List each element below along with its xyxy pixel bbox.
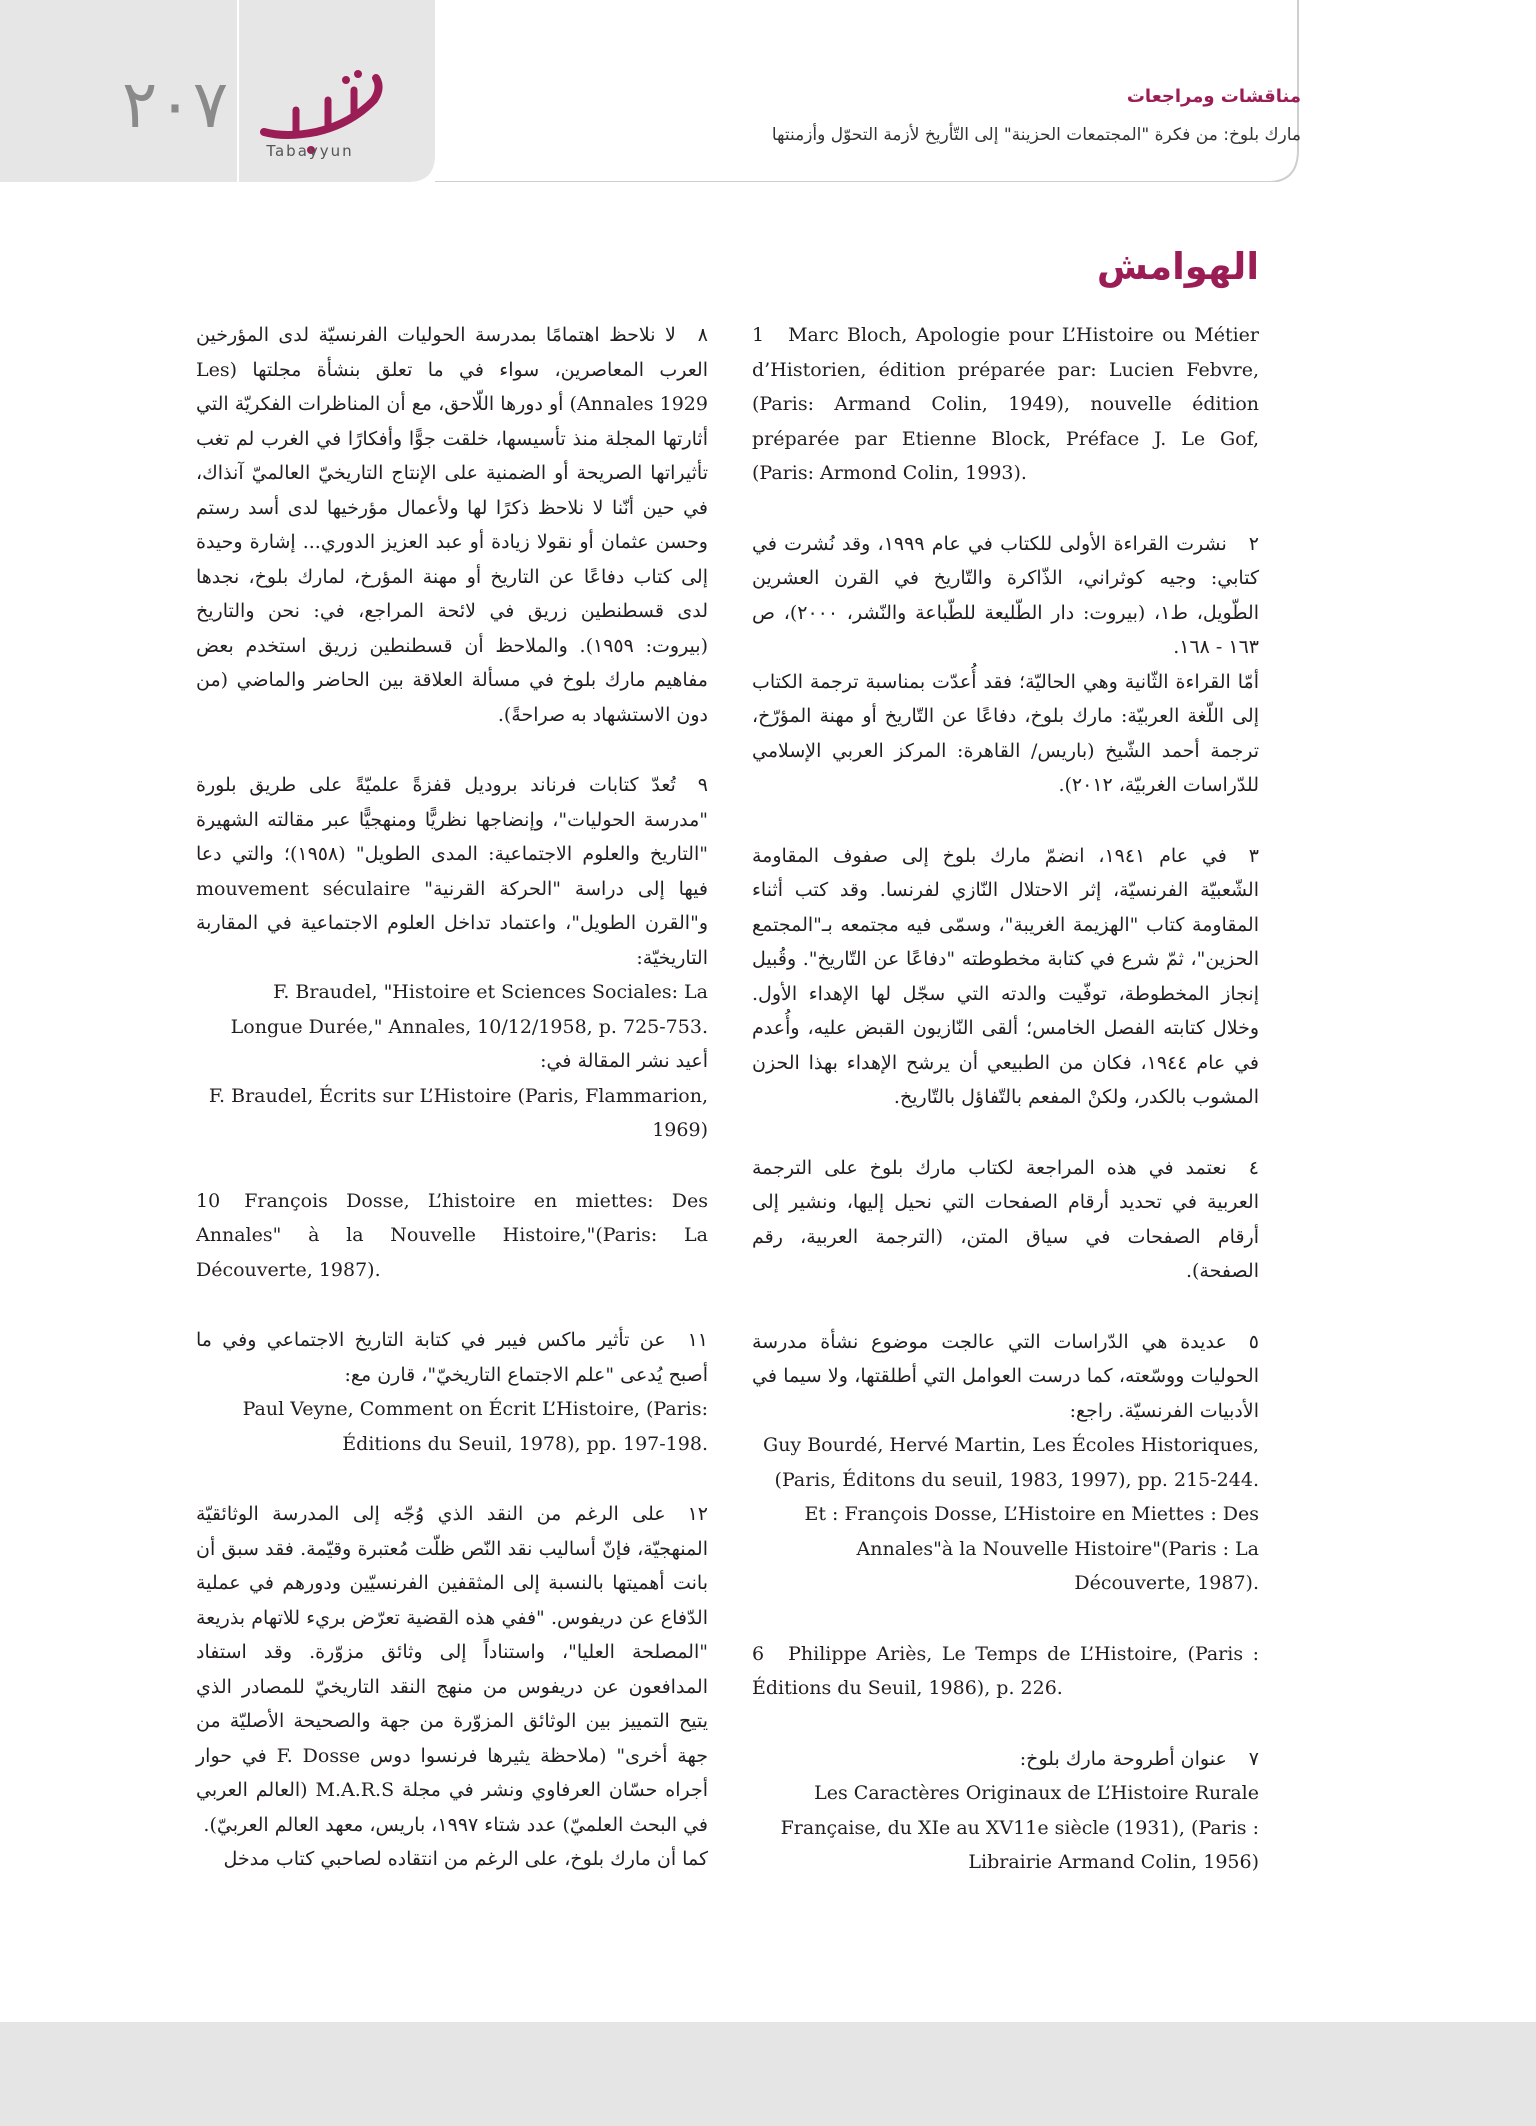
footnote-reference: Les Caractères Originaux de L’Histoire Rurale Française, du XIe au XV11e siècle (1931), (Paris : Librairie Armand Colin, 1956) — [780, 1782, 1259, 1873]
footnote-text: عن تأثير ماكس فيبر في كتابة التاريخ الاجتماعي وفي ما أصبح يُدعى "علم الاجتماع التاريخيّ"، قارن مع: — [196, 1329, 708, 1386]
running-article-title: مارك بلوخ: من فكرة "المجتمعات الحزينة" إلى التّأريخ لأزمة التحوّل وأزمنتها — [771, 125, 1301, 145]
footnote-number: 6 — [752, 1642, 765, 1665]
footnote-5 — [752, 1325, 1259, 1601]
footnote-3 — [752, 839, 1259, 1115]
footnote-6 — [752, 1637, 1259, 1706]
footnote-4 — [752, 1151, 1259, 1289]
footnote-8 — [196, 318, 708, 732]
footnote-number: 10 — [196, 1189, 221, 1212]
footnote-number: ١١ — [687, 1329, 708, 1351]
footnote-12 — [196, 1497, 708, 1877]
footnote-11 — [196, 1323, 708, 1461]
footnote-reference: F. Braudel, Écrits sur L’Histoire (Paris, Flammarion, 1969) — [208, 1084, 708, 1141]
footnote-10 — [196, 1184, 708, 1288]
notes-left-column — [196, 318, 708, 1913]
footnote-text: عنوان أطروحة مارك بلوخ: — [1019, 1747, 1227, 1770]
footnote-text: Marc Bloch, Apologie pour L’Histoire ou Métier d’Historien, édition préparée par: Lucien Febvre, (Paris: Armand Colin, 1949), nouvelle édition préparée par Etienne Block, Préface J. Le Gof, (Paris: Armond Colin, 1993). — [752, 324, 1259, 484]
page-heading: الهوامش — [1096, 245, 1259, 288]
footnote-number: 1 — [752, 324, 765, 346]
footnote-reference: F. Braudel, "Histoire et Sciences Sociales: La Longue Durée," Annales, 10/12/1958, p. 725-753. — [230, 981, 708, 1038]
footnote-text-continued: أعيد نشر المقالة في: — [540, 1050, 708, 1072]
footnote-text-continued: كما أن مارك بلوخ، على الرغم من انتقاده لصاحبي كتاب مدخل — [223, 1848, 708, 1870]
footnote-text: تُعدّ كتابات فرناند بروديل قفزةً علميّةً على طريق بلورة "مدرسة الحوليات"، وإنضاجها نظريًّا ومنهجيًّا عبر مقالته الشهيرة "التاريخ والعلوم الاجتماعية: المدى الطويل" (١٩٥٨)؛ والتي دعا فيها إلى دراسة "الحركة القرنية" mouvement séculaire و"القرن الطويل"، واعتماد تداخل العلوم الاجتماعية في المقاربة التاريخيّة: — [196, 774, 708, 969]
footnote-text: François Dosse, L’histoire en miettes: Des Annales" à la Nouvelle Histoire,"(Paris: La Découverte, 1987). — [196, 1189, 708, 1281]
footnote-number: ٩ — [697, 774, 708, 796]
page-number: ٢٠٧ — [121, 66, 229, 143]
footnote-text: نعتمد في هذه المراجعة لكتاب مارك بلوخ على الترجمة العربية في تحديد أرقام الصفحات التي نحيل إليها، ونشير إلى أرقام الصفحات في سياق المتن، (الترجمة العربية، رقم الصفحة). — [752, 1156, 1259, 1282]
footer-band — [0, 2022, 1536, 2126]
logo-latin-text: Tabayyun — [266, 142, 354, 160]
footnote-reference: Guy Bourdé, Hervé Martin, Les Écoles Historiques, (Paris, Éditons du seuil, 1983, 1997), pp. 215-244. Et : François Dosse, L’Histoire en Miettes : Des Annales"à la Nouvelle Histoire"(Paris : La Découverte, 1987). — [763, 1434, 1259, 1594]
footnote-1 — [752, 318, 1259, 491]
footnote-7 — [752, 1742, 1259, 1880]
footnote-number: ٢ — [1248, 532, 1259, 555]
footnote-reference: Paul Veyne, Comment on Écrit L’Histoire, (Paris: Éditions du Seuil, 1978), pp. 197-198. — [242, 1398, 708, 1455]
footnote-number: ٨ — [697, 324, 708, 346]
section-label: مناقشات ومراجعات — [1126, 86, 1301, 107]
footnote-number: ٥ — [1248, 1330, 1259, 1353]
footnote-text: لا نلاحظ اهتمامًا بمدرسة الحوليات الفرنسيّة لدى المؤرخين العرب المعاصرين، سواء في ما تعلق بنشأة مجلتها (Les Annales 1929) أو دورها اللّاحق، مع أن المناظرات الفكريّة التي أثارتها المجلة منذ تأسيسها، خلقت جوًّا وأفكارًا في الغرب لم تغب تأثيراتها الصريحة أو الضمنية على الإنتاج التاريخيّ العالميّ آنذاك، في حين أنّنا لا نلاحظ ذكرًا لها ولأعمال مؤرخيها لدى أسد رستم وحسن عثمان أو نقولا زيادة أو عبد العزيز الدوري... إشارة وحيدة إلى كتاب دفاعًا عن التاريخ أو مهنة المؤرخ، لمارك بلوخ، نجدها لدى قسطنطين زريق في لائحة المراجع، في: نحن والتاريخ (بيروت: ١٩٥٩). والملاحظ أن قسطنطين زريق استخدم بعض مفاهيم مارك بلوخ في مسألة العلاقة بين الحاضر والماضي (من دون الاستشهاد به صراحةً). — [196, 324, 708, 726]
footnote-9 — [196, 768, 708, 1148]
footnote-2 — [752, 527, 1259, 803]
footnote-text: Philippe Ariès, Le Temps de L’Histoire, (Paris : Éditions du Seuil, 1986), p. 226. — [752, 1642, 1259, 1699]
footnote-text-continued: أمّا القراءة الثّانية وهي الحاليّة؛ فقد أُعدّت بمناسبة ترجمة الكتاب إلى اللّغة العربيّة: مارك بلوخ، دفاعًا عن التّاريخ أو مهنة المؤرّخ، ترجمة أحمد الشّيخ (باريس/ القاهرة: المركز العربي الإسلامي للدّراسات الغربيّة، ٢٠١٢). — [752, 670, 1259, 796]
footnote-text: نشرت القراءة الأولى للكتاب في عام ١٩٩٩، وقد نُشرت في كتابي: وجيه كوثراني، الذّاكرة والتّاريخ في القرن العشرين الطّويل، ط١، (بيروت: دار الطّليعة للطّباعة والنّشر، ٢٠٠٠)، ص ١٦٣ - ١٦٨. — [752, 532, 1259, 658]
footnote-number: ١٢ — [687, 1503, 708, 1525]
notes-right-column — [752, 318, 1259, 1916]
footnote-number: ٣ — [1248, 844, 1260, 867]
footnote-number: ٧ — [1248, 1747, 1259, 1770]
footnote-number: ٤ — [1248, 1156, 1259, 1179]
footnote-text: في عام ١٩٤١، انضمّ مارك بلوخ إلى صفوف المقاومة الشّعبيّة الفرنسيّة، إثر الاحتلال النّازي لفرنسا. وقد كتب أثناء المقاومة كتاب "الهزيمة الغريبة"، وسمّى فيه مجتمعه بـ"المجتمع الحزين"، ثمّ شرع في كتابة مخطوطته "دفاعًا عن التّاريخ". وقُبيل إنجاز المخطوطة، توفّيت والدته التي سجّل لها الإهداء الأول. وخلال كتابته الفصل الخامس؛ ألقى النّازيون القبض عليه، وأُعدم في عام ١٩٤٤، فكان من الطبيعي أن يرشح الإهداء بهذا الحزن المشوب بالكدر، ولكنْ المفعم بالتّفاؤل بالتّاريخ. — [752, 844, 1260, 1108]
footnote-text: عديدة هي الدّراسات التي عالجت موضوع نشأة مدرسة الحوليات ووسّعته، كما درست العوامل التي أطلقتها، ولا سيما في الأدبيات الفرنسيّة. راجع: — [752, 1330, 1259, 1422]
footnote-text: على الرغم من النقد الذي وُجّه إلى المدرسة الوثائقيّة المنهجيّة، فإنّ أساليب نقد النّص ظلّت مُعتبرة وقيّمة. فقد سبق أن بانت أهميتها بالنسبة إلى المثقفين الفرنسيّين ودورهم في عملية الدّفاع عن دريفوس. "ففي هذه القضية تعرّض بريء للاتهام بذريعة "المصلحة العليا"، واستناداً إلى وثائق مزوّرة. وقد استفاد المدافعون عن دريفوس من منهج النقد التاريخيّ للمصادر الذي يتيح التمييز بين الوثائق المزوّرة من جهة والصحيحة الأصليّة من جهة أخرى" (ملاحظة يثيرها فرنسوا دوس F. Dosse في حوار أجراه حسّان العرفاوي ونشر في مجلة M.A.R.S (العالم العربي في البحث العلميّ) عدد شتاء ١٩٩٧، باريس، معهد العالم العربيّ). — [196, 1503, 708, 1836]
